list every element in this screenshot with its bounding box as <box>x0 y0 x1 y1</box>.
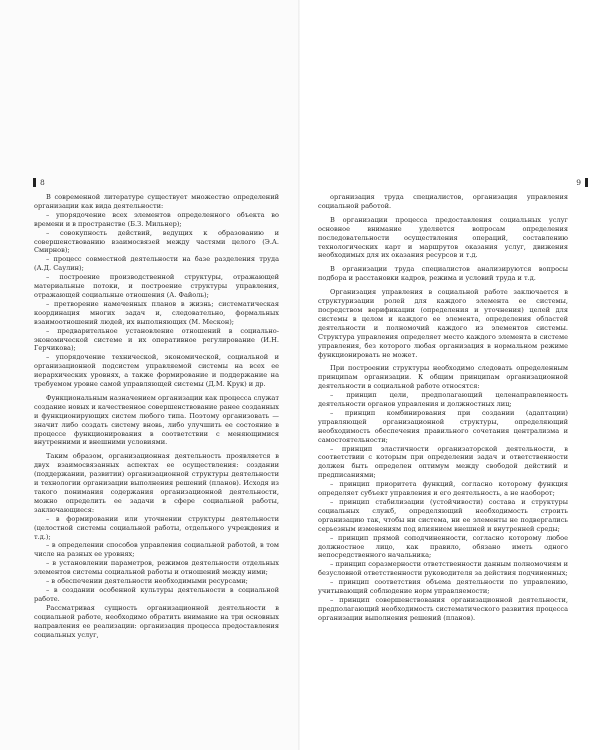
definitions-list <box>34 211 279 389</box>
folio-marker <box>585 178 588 187</box>
paragraph-essence: Рассматривая сущность организационной деятельности в социальной работе, необходимо обратить внимание на три основных направления ее реализации: организация процесса предоставления социальных услуг, <box>34 603 279 639</box>
paragraph-aspects: Таким образом, организационная деятельность проявляется в двух взаимосвязанных аспектах ее осуществления: создании (поддержании, развитии) организационной структуры деятельности и технологии организации выполнения решений (планов). Исходя из такого понимания содержания организационной деятельности, можно определить ее задачи в сфере социальной работы, заключающиеся: <box>34 452 279 514</box>
list-item: – принцип эластичности организаторской деятельности, в соответствии с которым при определении задач и ответственности должен быть определен оптимум между свободой действий и предписаниями; <box>318 444 568 480</box>
paragraph-labor: В организации труда специалистов анализируются вопросы подбора и расстановки кадров, режима и условий труда и т.д. <box>318 265 568 283</box>
list-item: – совокупность действий, ведущих к образованию и совершенствованию взаимосвязей между частями целого (Э.А. Смирнов); <box>34 228 279 255</box>
paragraph-management: Организация управления в социальной работе заключается в структуризации ролей для каждого элемента ее системы, посредством верификации (определения и уточнения) целей для системы в целом и каждого ее элемента, определения областей деятельности и полномочий каждого из элементов системы. Структура управления определяет место каждого элемента в системе управления, без которого любая организация в нормальном режиме функционировать не может. <box>318 288 568 359</box>
paragraph-services: В организации процесса предоставления социальных услуг основное внимание уделяется вопросам определения последовательности осуществления операций, составлению технологических карт и маршрутов оказания услуг, движения необходимых для их оказания ресурсов и т.д. <box>318 215 568 260</box>
paragraph-function: Функциональным назначением организации как процесса служат создание новых и качественное совершенствование ранее созданных и функционирующих систем любого типа. Поэтому организовать — значит либо создать систему вновь, либо улучшить ее состояние в процессе функционирования в соответствии с меняющимися внутренними и внешними условиями. <box>34 393 279 447</box>
page-number-left <box>33 178 45 187</box>
list-item: – в формировании или уточнении структуры деятельности (целостной системы социальной работы, отдельного учреждения и т.д.); <box>34 514 279 541</box>
list-item: – претворение намеченных планов в жизнь; систематическая координация многих задач и, следовательно, формальных взаимоотношений людей, их выполняющих (М. Мескон); <box>34 299 279 326</box>
list-item: – принцип соответствия объема деятельности по управлению, учитывающий соблюдение норм управляемости; <box>318 578 568 596</box>
paragraph-continue: организация труда специалистов, организация управления социальной работой. <box>318 193 568 210</box>
list-item: – упорядочение технической, экономической, социальной и организационной подсистем управляемой системы на всех ее иерархических уровнях, а также формирование и поддержание на требуемом уровне самой управляющей системы (Д.М. Крук) и др. <box>34 353 279 389</box>
list-item: – принцип комбинирования при создании (адаптации) управляющей организационной структуры, определяющий необходимость обеспечения правильного сочетания централизма и самостоятельности; <box>318 408 568 444</box>
list-item: – принцип стабилизации (устойчивости) состава и структуры социальных служб, определяющий необходимость строить организацию так, чтобы ни система, ни ее элементы не подвергались серьезным изменениям под влиянием внешней и внутренней среды; <box>318 498 568 533</box>
page-number-right <box>576 178 588 187</box>
list-item: – принцип приоритета функций, согласно которому функция определяет субъект управления и его деятельность, а не наоборот; <box>318 480 568 498</box>
tasks-list <box>34 515 279 604</box>
list-item: – предварительное установление отношений в социально-экономической системе и их оперативное регулирование (И.Н. Герчикова); <box>34 326 279 353</box>
list-item: – принцип цели, предполагающий целенаправленность деятельности органов управления и должностных лиц; <box>318 391 568 409</box>
list-item: – в обеспечении деятельности необходимыми ресурсами; <box>46 577 248 586</box>
left-page-text <box>34 193 279 639</box>
list-item: – процесс совместной деятельности на базе разделения труда (А.Д. Саулин); <box>34 255 279 273</box>
list-item: – в определении способов управления социальной работой, в том числе на разных ее уровнях; <box>34 541 279 559</box>
list-item: – принцип совершенствования организационной деятельности, предполагающий необходимость систематического развития процесса организации выполнения решений (планов). <box>318 595 568 622</box>
list-item: – построение производственной структуры, отражающей материальные потоки, и построение структуры управления, отражающей социальные отношения (А. Файоль); <box>34 273 279 299</box>
folio-marker <box>33 178 36 187</box>
page-number-text: 9 <box>576 178 581 187</box>
right-page <box>300 0 600 750</box>
paragraph-principles: При построении структуры необходимо следовать определенным принципам организации. К общим принципам организационной деятельности в социальной работе относятся: <box>318 364 568 391</box>
paragraph-intro: В современной литературе существует множество определений организации как вида деятельности: <box>34 193 279 210</box>
list-item: – в установлении параметров, режимов деятельности отдельных элементов системы социальной работы и отношений между ними; <box>34 559 279 577</box>
list-item: – упорядочение всех элементов определенного объекта во времени и в пространстве (Б.З. Мильнер); <box>34 210 279 228</box>
list-item: – принцип прямой соподчиненности, согласно которому любое должностное лицо, как правило, обязано иметь одного непосредственного начальника; <box>318 533 568 560</box>
right-page-text <box>318 193 568 623</box>
list-item: – принцип соразмерности ответственности данным полномочиям и безусловной ответственности руководителя за действия подчиненных; <box>318 560 568 578</box>
page-number-text: 8 <box>40 178 45 187</box>
principles-list <box>318 391 568 623</box>
list-item: – в создании особенной культуры деятельности в социальной работе. <box>34 585 279 603</box>
